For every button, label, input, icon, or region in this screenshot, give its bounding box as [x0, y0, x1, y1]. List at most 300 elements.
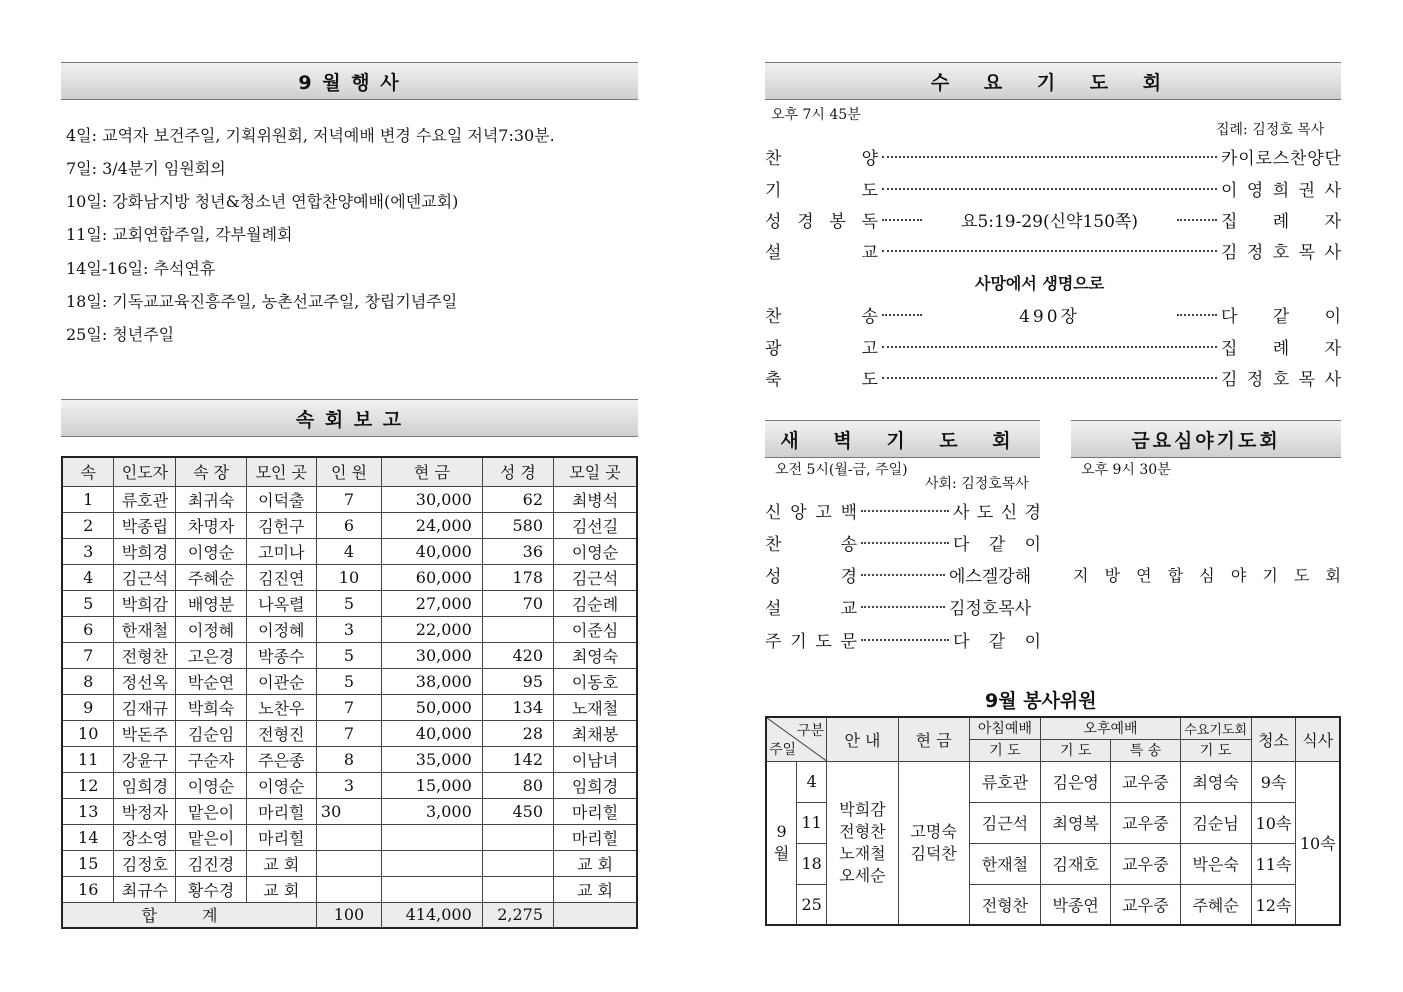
dots: [861, 542, 949, 544]
program-value: [1221, 207, 1341, 232]
table-cell: 박종수: [246, 642, 316, 668]
program-value-char: 희: [1272, 181, 1290, 201]
friday-note-text: [1073, 563, 1341, 586]
h-gubun: 구분: [797, 723, 825, 739]
dawn-label-char: 고: [815, 503, 832, 523]
table-cell: 이영순: [176, 538, 246, 564]
dawn-row: [765, 530, 1041, 555]
h-clean: 청소: [1251, 717, 1296, 761]
dots: [882, 188, 1217, 190]
program-label: [765, 302, 878, 327]
table-row: [62, 512, 637, 538]
service-cell: 교우중: [1111, 761, 1181, 802]
program-value-char: 례: [1272, 339, 1290, 359]
dawn-row: [765, 627, 1041, 652]
wednesday-title: 수 요 기 도 회: [930, 71, 1176, 94]
friday-note-char: 도: [1293, 566, 1310, 585]
dots: [861, 510, 949, 512]
events-title: 9 월 행 사: [298, 71, 401, 94]
friday-title: 금요심야기도회: [1131, 429, 1281, 452]
report-header-cell: 인도자: [114, 457, 176, 486]
offering-name: 김덕찬: [910, 843, 957, 863]
service-cell: 10속: [1251, 802, 1296, 843]
table-cell: 노찬우: [246, 694, 316, 720]
table-cell: 노재철: [554, 694, 637, 720]
dots: [861, 606, 945, 608]
program-label-char: 찬: [765, 149, 782, 169]
table-row: [62, 668, 637, 694]
table-cell: 40,000: [382, 720, 483, 746]
dawn-label-char: 찬: [765, 535, 782, 555]
h-prayer-afternoon: 기 도: [1041, 739, 1111, 761]
program-label-char: 축: [765, 370, 782, 390]
table-cell: 5: [316, 590, 381, 616]
program-row: [765, 176, 1341, 201]
table-cell: 1: [62, 486, 114, 512]
service-cell: 류호관: [969, 761, 1041, 802]
report-header-cell: 모일 곳: [554, 457, 637, 486]
table-cell: 이준심: [554, 616, 637, 642]
table-cell: 8: [316, 746, 381, 772]
table-row: [62, 486, 637, 512]
dawn-label: [765, 627, 857, 652]
report-header-cell: 속 장: [176, 457, 246, 486]
program-value-char: 정: [1246, 370, 1264, 390]
program-value: [1221, 144, 1341, 169]
table-cell: 류호관: [114, 486, 176, 512]
table-cell: 임희경: [554, 772, 637, 798]
table-cell: 이영순: [246, 772, 316, 798]
table-cell: 김진연: [246, 564, 316, 590]
service-week: 11: [797, 802, 827, 843]
service-cell: 김재호: [1041, 843, 1111, 884]
program-value: [1221, 302, 1341, 327]
table-cell: [482, 824, 553, 850]
table-cell: 580: [482, 512, 553, 538]
friday-note-char: 합: [1167, 566, 1184, 585]
total-blank: [554, 902, 637, 928]
program-value-char: 자: [1324, 339, 1341, 359]
friday-note-char: 지: [1073, 566, 1089, 585]
program-label-char: 교: [861, 243, 878, 263]
table-cell: 13: [62, 798, 114, 824]
table-cell: 35,000: [382, 746, 483, 772]
table-cell: 박정자: [114, 798, 176, 824]
table-cell: 14: [62, 824, 114, 850]
program-value-char: 영: [1246, 181, 1264, 201]
table-cell: 60,000: [382, 564, 483, 590]
program-label: [765, 238, 878, 263]
dawn-value: 에스겔강해: [949, 567, 1032, 587]
service-cell: 김은영: [1041, 761, 1111, 802]
table-cell: [316, 824, 381, 850]
service-meal: 10속: [1296, 761, 1340, 925]
program-value-char: 사: [1324, 181, 1341, 201]
table-cell: [316, 850, 381, 876]
table-cell: 고은경: [176, 642, 246, 668]
program-label: [765, 365, 878, 390]
table-cell: 장소영: [114, 824, 176, 850]
program-value-char: 양: [1307, 149, 1324, 169]
table-cell: 5: [316, 668, 381, 694]
program-label-char: 광: [765, 339, 782, 359]
program-value-char: 이: [1238, 149, 1255, 169]
program-value-char: 찬: [1290, 149, 1307, 169]
dawn-time: 오전 5시(월-금, 주일): [775, 462, 908, 478]
program-value: [1221, 365, 1341, 390]
table-cell: 김재규: [114, 694, 176, 720]
program-value-char: 정: [1246, 243, 1264, 263]
table-cell: 4: [316, 538, 381, 564]
table-cell: 이남녀: [554, 746, 637, 772]
program-value-char: 이: [1221, 181, 1238, 201]
service-body: [766, 761, 1340, 925]
table-cell: 박돈주: [114, 720, 176, 746]
table-cell: 최규수: [114, 876, 176, 902]
table-row: [62, 590, 637, 616]
table-cell: 이동호: [554, 668, 637, 694]
event-item: 7일: 3/4분기 임원회의: [66, 159, 226, 178]
h-guide: 안 내: [827, 717, 899, 761]
table-cell: 임희경: [114, 772, 176, 798]
table-cell: 16: [62, 876, 114, 902]
dawn-row: [765, 562, 1041, 587]
table-cell: 최영숙: [554, 642, 637, 668]
h-prayer-morning: 기 도: [969, 739, 1041, 761]
table-cell: 강윤구: [114, 746, 176, 772]
table-cell: 박종립: [114, 512, 176, 538]
table-cell: 한재철: [114, 616, 176, 642]
service-table: [765, 716, 1341, 926]
table-cell: 11: [62, 746, 114, 772]
total-bible: 2,275: [482, 902, 553, 928]
h-afternoon: 오후예배: [1041, 717, 1180, 739]
table-cell: 15,000: [382, 772, 483, 798]
guide-name: 오세순: [839, 865, 886, 885]
table-cell: 38,000: [382, 668, 483, 694]
dawn-row: [765, 498, 1041, 523]
program-label-char: 경: [797, 212, 814, 232]
report-body: [62, 486, 637, 902]
program-row: [765, 238, 1341, 263]
dawn-label-char: 앙: [790, 503, 807, 523]
table-cell: 최귀숙: [176, 486, 246, 512]
table-row: [62, 694, 637, 720]
table-cell: 12: [62, 772, 114, 798]
h-morning: 아침예배: [969, 717, 1041, 739]
wednesday-leader: 집례: 김정호 목사: [1216, 122, 1325, 138]
table-cell: 이영순: [176, 772, 246, 798]
program-value: [1221, 176, 1341, 201]
dawn-value-char: 다: [953, 535, 970, 555]
program-row: [765, 302, 1341, 327]
table-cell: 박희감: [114, 590, 176, 616]
table-cell: 김정호: [114, 850, 176, 876]
friday-banner: [1071, 420, 1341, 458]
table-cell: 5: [316, 642, 381, 668]
table-row: [62, 876, 637, 902]
service-cell: 교우중: [1111, 802, 1181, 843]
table-cell: 김선길: [554, 512, 637, 538]
event-item: 25일: 청년주일: [66, 325, 175, 344]
table-row: [62, 772, 637, 798]
guide-name: 전형찬: [839, 821, 886, 841]
dawn-value-char: 경: [1024, 503, 1041, 523]
friday-note-char: 연: [1136, 566, 1152, 585]
event-item: 11일: 교회연합주일, 각부월례회: [66, 225, 293, 244]
program-middle: 요5:19-29(신약150쪽): [961, 212, 1138, 232]
table-cell: [482, 850, 553, 876]
service-cell: 최영복: [1041, 802, 1111, 843]
report-header-cell: 인 원: [316, 457, 381, 486]
service-cell: 교우중: [1111, 843, 1181, 884]
table-cell: 전형진: [246, 720, 316, 746]
dawn-label-char: 성: [765, 567, 782, 587]
h-special: 특 송: [1111, 739, 1181, 761]
dots: [882, 219, 922, 221]
table-cell: 3: [316, 616, 381, 642]
table-cell: 김진경: [176, 850, 246, 876]
table-cell: 맡은이: [176, 824, 246, 850]
dawn-label-char: 주: [765, 632, 782, 652]
table-cell: 주은종: [246, 746, 316, 772]
dawn-value: 김정호목사: [949, 599, 1032, 619]
table-cell: 50,000: [382, 694, 483, 720]
program-label-char: 도: [861, 370, 878, 390]
table-cell: 15: [62, 850, 114, 876]
dots: [882, 377, 1217, 379]
program-label-char: 찬: [765, 307, 782, 327]
table-cell: 28: [482, 720, 553, 746]
dawn-value-char: 같: [988, 632, 1006, 652]
table-cell: 420: [482, 642, 553, 668]
program-value-char: 목: [1298, 243, 1316, 263]
report-header-cell: 성 경: [482, 457, 553, 486]
dawn-label: [765, 594, 857, 619]
table-cell: 이영순: [554, 538, 637, 564]
table-cell: 27,000: [382, 590, 483, 616]
wednesday-time: 오후 7시 45분: [771, 107, 861, 123]
table-cell: 5: [62, 590, 114, 616]
service-cell: 주혜순: [1180, 884, 1251, 925]
table-cell: 김헌구: [246, 512, 316, 538]
table-cell: 이덕출: [246, 486, 316, 512]
table-cell: 30,000: [382, 486, 483, 512]
table-cell: 최채봉: [554, 720, 637, 746]
program-row: [765, 334, 1341, 359]
program-value-char: 집: [1221, 339, 1238, 359]
table-cell: 김근석: [554, 564, 637, 590]
dawn-label-char: 도: [815, 632, 832, 652]
report-header-cell: 현 금: [382, 457, 483, 486]
service-offering: [898, 761, 969, 925]
table-cell: 나옥렬: [246, 590, 316, 616]
program-row: [765, 365, 1341, 390]
table-cell: 36: [482, 538, 553, 564]
program-label: [765, 176, 878, 201]
dots: [1177, 219, 1217, 221]
program-label-char: 양: [861, 149, 878, 169]
table-row: [62, 564, 637, 590]
table-cell: 교 회: [554, 850, 637, 876]
table-cell: 박희숙: [176, 694, 246, 720]
h-prayer-wed: 기 도: [1180, 739, 1251, 761]
table-cell: 맡은이: [176, 798, 246, 824]
service-cell: 김근석: [969, 802, 1041, 843]
table-cell: 이관순: [246, 668, 316, 694]
table-cell: 10: [316, 564, 381, 590]
service-cell: 박은숙: [1180, 843, 1251, 884]
report-header-cell: 모인 곳: [246, 457, 316, 486]
table-cell: 7: [62, 642, 114, 668]
h-meal: 식사: [1296, 717, 1340, 761]
table-cell: 10: [62, 720, 114, 746]
service-guides: [827, 761, 899, 925]
table-cell: 22,000: [382, 616, 483, 642]
program-value-char: 사: [1324, 370, 1341, 390]
table-cell: 62: [482, 486, 553, 512]
service-cell: 김순님: [1180, 802, 1251, 843]
dawn-value-char: 다: [953, 632, 970, 652]
dots: [882, 314, 922, 316]
dawn-label: [765, 498, 857, 523]
table-row: [62, 746, 637, 772]
report-header-row: [62, 457, 637, 486]
report-title: 속 회 보 고: [295, 408, 404, 431]
program-value-char: 목: [1298, 370, 1316, 390]
table-cell: 8: [62, 668, 114, 694]
table-cell: [382, 876, 483, 902]
table-cell: 70: [482, 590, 553, 616]
table-cell: 40,000: [382, 538, 483, 564]
table-cell: 차명자: [176, 512, 246, 538]
service-cell: 9속: [1251, 761, 1296, 802]
program-value-char: 김: [1221, 243, 1238, 263]
program-value-char: 단: [1324, 149, 1341, 169]
table-cell: 배영분: [176, 590, 246, 616]
program-value-char: 로: [1255, 149, 1272, 169]
dawn-label-char: 송: [840, 535, 857, 555]
event-item: 18일: 기독교교육진흥주일, 농촌선교주일, 창립기념주일: [66, 292, 458, 311]
table-cell: 고미나: [246, 538, 316, 564]
dawn-row: [765, 594, 1041, 619]
table-cell: [382, 850, 483, 876]
service-cell: 11속: [1251, 843, 1296, 884]
table-cell: 김순임: [176, 720, 246, 746]
table-row: [62, 616, 637, 642]
table-cell: 2: [62, 512, 114, 538]
table-cell: 박순연: [176, 668, 246, 694]
total-label: 합 계: [62, 902, 316, 928]
table-row: [62, 720, 637, 746]
report-table: [61, 456, 638, 929]
sermon-title: 사망에서 생명으로: [975, 274, 1105, 293]
h-week: 주일: [769, 741, 797, 758]
table-cell: 전형찬: [114, 642, 176, 668]
guide-name: 박희감: [839, 799, 886, 819]
dawn-banner: [765, 420, 1040, 458]
table-cell: 이정혜: [176, 616, 246, 642]
event-item: 14일-16일: 추석연휴: [66, 259, 216, 278]
table-cell: 7: [316, 486, 381, 512]
program-value-char: 이: [1324, 307, 1341, 327]
table-cell: 마리힐: [554, 824, 637, 850]
dots: [882, 346, 1217, 348]
dawn-label-char: 교: [840, 599, 857, 619]
table-cell: [482, 876, 553, 902]
program-label-char: 봉: [829, 212, 846, 232]
table-cell: 박희경: [114, 538, 176, 564]
friday-note-char: 심: [1199, 566, 1215, 585]
table-cell: 6: [62, 616, 114, 642]
program-value: [1221, 334, 1341, 359]
dawn-label-char: 설: [765, 599, 782, 619]
table-cell: 김순례: [554, 590, 637, 616]
table-cell: 80: [482, 772, 553, 798]
program-label-char: 고: [861, 339, 878, 359]
table-cell: 교 회: [554, 876, 637, 902]
dawn-value: [953, 530, 1041, 555]
service-week: 18: [797, 843, 827, 884]
dots: [1177, 314, 1217, 316]
dawn-value-char: 이: [1024, 632, 1041, 652]
friday-note-char: 야: [1230, 566, 1247, 585]
dawn-value-char: 같: [988, 535, 1006, 555]
program-value-char: 권: [1298, 181, 1316, 201]
dawn-value-char: 신: [1000, 503, 1018, 523]
event-item: 10일: 강화남지방 청년&청소년 연합찬양예배(에덴교회): [66, 192, 459, 211]
program-label-char: 설: [765, 243, 782, 263]
total-people: 100: [316, 902, 381, 928]
table-row: [62, 798, 637, 824]
dawn-leader: 사회: 김정호목사: [925, 476, 1029, 492]
dots: [861, 639, 949, 641]
table-cell: 450: [482, 798, 553, 824]
table-cell: 7: [316, 694, 381, 720]
table-cell: 178: [482, 564, 553, 590]
guide-name: 노재철: [839, 843, 886, 863]
service-row: [766, 761, 1340, 802]
service-week: 4: [797, 761, 827, 802]
dawn-value: [953, 498, 1041, 523]
program-value-char: 같: [1272, 307, 1290, 327]
program-value-char: 집: [1221, 212, 1238, 232]
table-cell: 95: [482, 668, 553, 694]
table-row: [62, 642, 637, 668]
dawn-label: [765, 530, 857, 555]
dawn-value-char: 이: [1024, 535, 1041, 555]
table-cell: 교 회: [246, 876, 316, 902]
service-month: [766, 761, 797, 925]
program-value-char: 카: [1221, 149, 1238, 169]
dawn-value: [953, 627, 1041, 652]
table-row: [62, 824, 637, 850]
dawn-label-char: 경: [840, 567, 857, 587]
program-label-char: 도: [861, 181, 878, 201]
program-value-char: 다: [1221, 307, 1238, 327]
table-row: [62, 538, 637, 564]
dawn-label-char: 문: [840, 632, 857, 652]
program-value-char: 호: [1272, 370, 1290, 390]
service-cell: 최영숙: [1180, 761, 1251, 802]
table-cell: 24,000: [382, 512, 483, 538]
table-cell: 3: [62, 538, 114, 564]
dots: [882, 156, 1217, 158]
friday-note-char: 방: [1104, 566, 1121, 585]
program-value-char: 호: [1272, 243, 1290, 263]
table-cell: 142: [482, 746, 553, 772]
dawn-label-char: 백: [840, 503, 857, 523]
